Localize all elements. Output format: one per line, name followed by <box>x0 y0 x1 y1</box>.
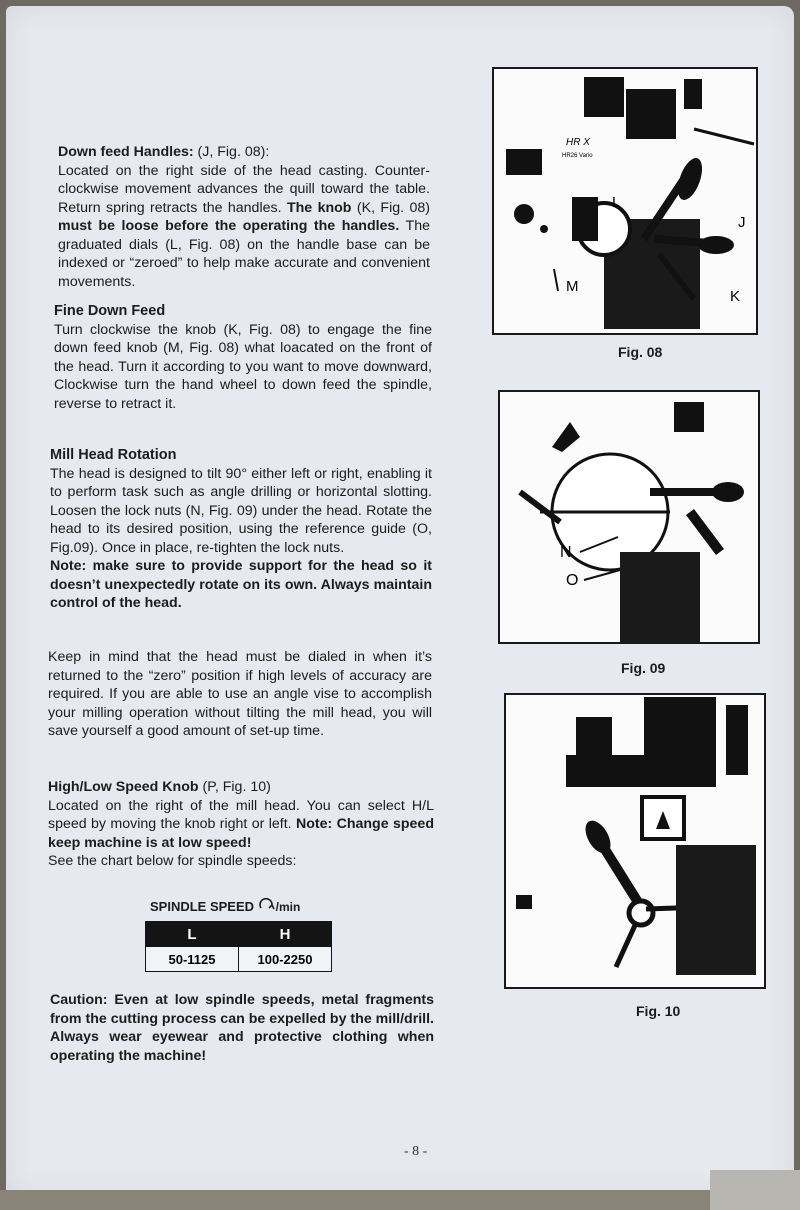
fig09-label-o: O <box>566 572 579 589</box>
background-surface <box>0 1190 800 1210</box>
mill-head-rotation-text: The head is designed to tilt 90° either left or right, enabling it to perform task such as angle drilling or horizontal slotting. Loosen the lock nuts (N, Fig. 09) under the head. Rotate the head to its desired position, using the reference guide (O, Fig.09). Once in place, re-tighten the lock nuts. <box>50 465 432 556</box>
speed-table-header-row <box>146 922 332 947</box>
speed-value-high: 100-2250 <box>239 947 332 972</box>
fig08-machine-label: HR X <box>566 137 590 148</box>
downfeed-heading-ref: (J, Fig. 08): <box>193 144 270 160</box>
section-mill-head-rotation <box>50 446 432 613</box>
section-speed-knob <box>48 778 434 871</box>
keep-in-mind-text: Keep in mind that the head must be dialed in when it’s returned to the “zero” position if high levels of accuracy are required. If you are able to use an angle vise to accomplish your milling operation without tilting the mill head, you will save yourself a good amount of set-up time. <box>48 649 432 739</box>
speed-knob-text-1: Located on the right of the mill head. You can select H/L speed by moving the knob right or left. <box>48 797 434 832</box>
mill-head-rotation-heading: Mill Head Rotation <box>50 447 177 463</box>
spindle-speed-unit: /min <box>275 900 301 914</box>
speed-header-high: H <box>239 922 332 947</box>
fig08-label-m: M <box>566 278 579 295</box>
background-object <box>710 1170 800 1210</box>
figure-08-image <box>492 67 758 335</box>
fine-down-feed-text: Turn clockwise the knob (K, Fig. 08) to engage the fine down feed knob (M, Fig. 08) what loacated on the front of the head. Turn it according to you want to move downward, Clockwise turn the hand wheel to down feed the spindle, reverse to retract it. <box>54 321 432 412</box>
section-keep-in-mind <box>48 648 432 741</box>
fine-down-feed-heading: Fine Down Feed <box>54 303 166 319</box>
figure-09-caption: Fig. 09 <box>621 660 666 676</box>
fig09-label-n: N <box>560 544 572 561</box>
speed-knob-heading: High/Low Speed Knob <box>48 779 199 795</box>
spindle-speed-title <box>150 896 300 914</box>
manual-page <box>6 6 794 1196</box>
downfeed-text-1: Located on the right side of the head casting. Counter-clockwise movement advances the quill toward the table. Return spring retracts the handles. <box>58 162 430 216</box>
figure-08-drawing <box>494 69 756 333</box>
page-number: - 8 - <box>404 1144 428 1159</box>
rotation-arrow-icon <box>258 896 276 914</box>
speed-value-low: 50-1125 <box>146 947 239 972</box>
speed-knob-text-2: See the chart below for spindle speeds: <box>48 853 297 869</box>
downfeed-text-3: The graduated dials (L, Fig. 08) on the handle base can be indexed or “zeroed” to help make accurate and convenient movements. <box>58 218 430 290</box>
figure-10-caption: Fig. 10 <box>636 1003 681 1019</box>
speed-knob-heading-ref: (P, Fig. 10) <box>198 779 271 795</box>
downfeed-bold-2: must be loose before the operating the handles. <box>58 218 400 234</box>
figure-10-image <box>504 693 766 989</box>
section-downfeed <box>58 143 430 291</box>
speed-knob-paragraph <box>48 778 434 871</box>
speed-knob-note: Note: Change speed keep machine is at low speed! <box>48 816 434 851</box>
section-caution <box>50 991 434 1065</box>
downfeed-text-2: (K, Fig. 08) <box>351 199 430 216</box>
downfeed-paragraph <box>58 143 430 291</box>
fig08-label-l: L <box>612 194 621 211</box>
fig08-label-k: K <box>730 288 741 305</box>
section-fine-down-feed <box>54 302 432 413</box>
figure-08-caption: Fig. 08 <box>618 344 663 360</box>
figure-10-drawing <box>506 695 764 987</box>
fig08-label-j: J <box>738 214 746 231</box>
mill-head-rotation-note: Note: make sure to provide support for the head so it doesn’t unexpectedly rotate on its own. Always maintain control of the head. <box>50 558 432 611</box>
speed-header-low: L <box>146 922 239 947</box>
spindle-speed-label: SPINDLE SPEED <box>150 899 255 914</box>
figure-09-image <box>498 390 760 644</box>
caution-text: Caution: Even at low spindle speeds, metal fragments from the cutting process can be expelled by the mill/drill. Always wear eyewear and protective clothing when operating the machine! <box>50 992 434 1064</box>
spindle-speed-table <box>145 921 332 972</box>
figure-09-drawing <box>500 392 758 642</box>
downfeed-bold-1: The knob <box>286 199 352 216</box>
fig08-machine-sublabel: HR26 Vario <box>562 153 593 159</box>
downfeed-heading: Down feed Handles: <box>58 144 194 160</box>
speed-table-value-row <box>146 947 332 972</box>
